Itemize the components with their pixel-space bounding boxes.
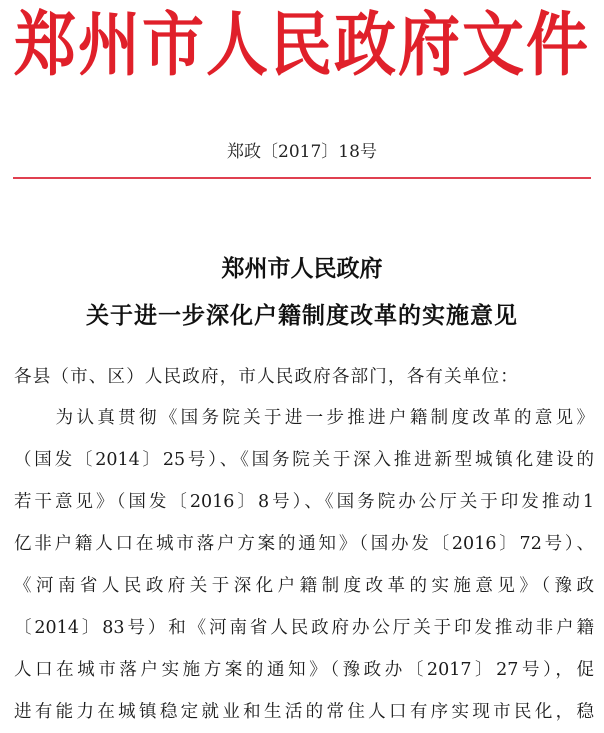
document-title-line1: 郑州市人民政府 <box>221 255 383 282</box>
masthead-title: 郑州市人民政府文件 <box>13 3 590 86</box>
paragraph-line: 进有能力在城镇稳定就业和生活的常住人口有序实现市民化，稳 <box>14 702 594 722</box>
document-number: 郑政〔2017〕18号 <box>227 142 377 162</box>
document-title-line2: 关于进一步深化户籍制度改革的实施意见 <box>86 302 518 329</box>
paragraph-line: 人口在城市落户实施方案的通知》（豫政办〔2017〕27号），促 <box>14 660 594 680</box>
paragraph-line: 亿非户籍人口在城市落户方案的通知》（国办发〔2016〕72号）、 <box>14 534 594 554</box>
paragraph-line: （国发〔2014〕25号）、《国务院关于深入推进新型城镇化建设的 <box>14 450 594 470</box>
paragraph-line: 《河南省人民政府关于深化户籍制度改革的实施意见》（豫政 <box>14 576 594 596</box>
paragraph-line: 为认真贯彻《国务院关于进一步推进户籍制度改革的意见》 <box>14 408 594 428</box>
salutation: 各县（市、区）人民政府，市人民政府各部门，各有关单位： <box>14 367 519 387</box>
paragraph-line: 〔2014〕83号）和《河南省人民政府办公厅关于印发推动非户籍 <box>14 618 594 638</box>
body-paragraph <box>14 397 594 733</box>
paragraph-line: 若干意见》（国发〔2016〕8号）、《国务院办公厅关于印发推动1 <box>14 492 594 512</box>
red-divider-line <box>13 177 591 179</box>
